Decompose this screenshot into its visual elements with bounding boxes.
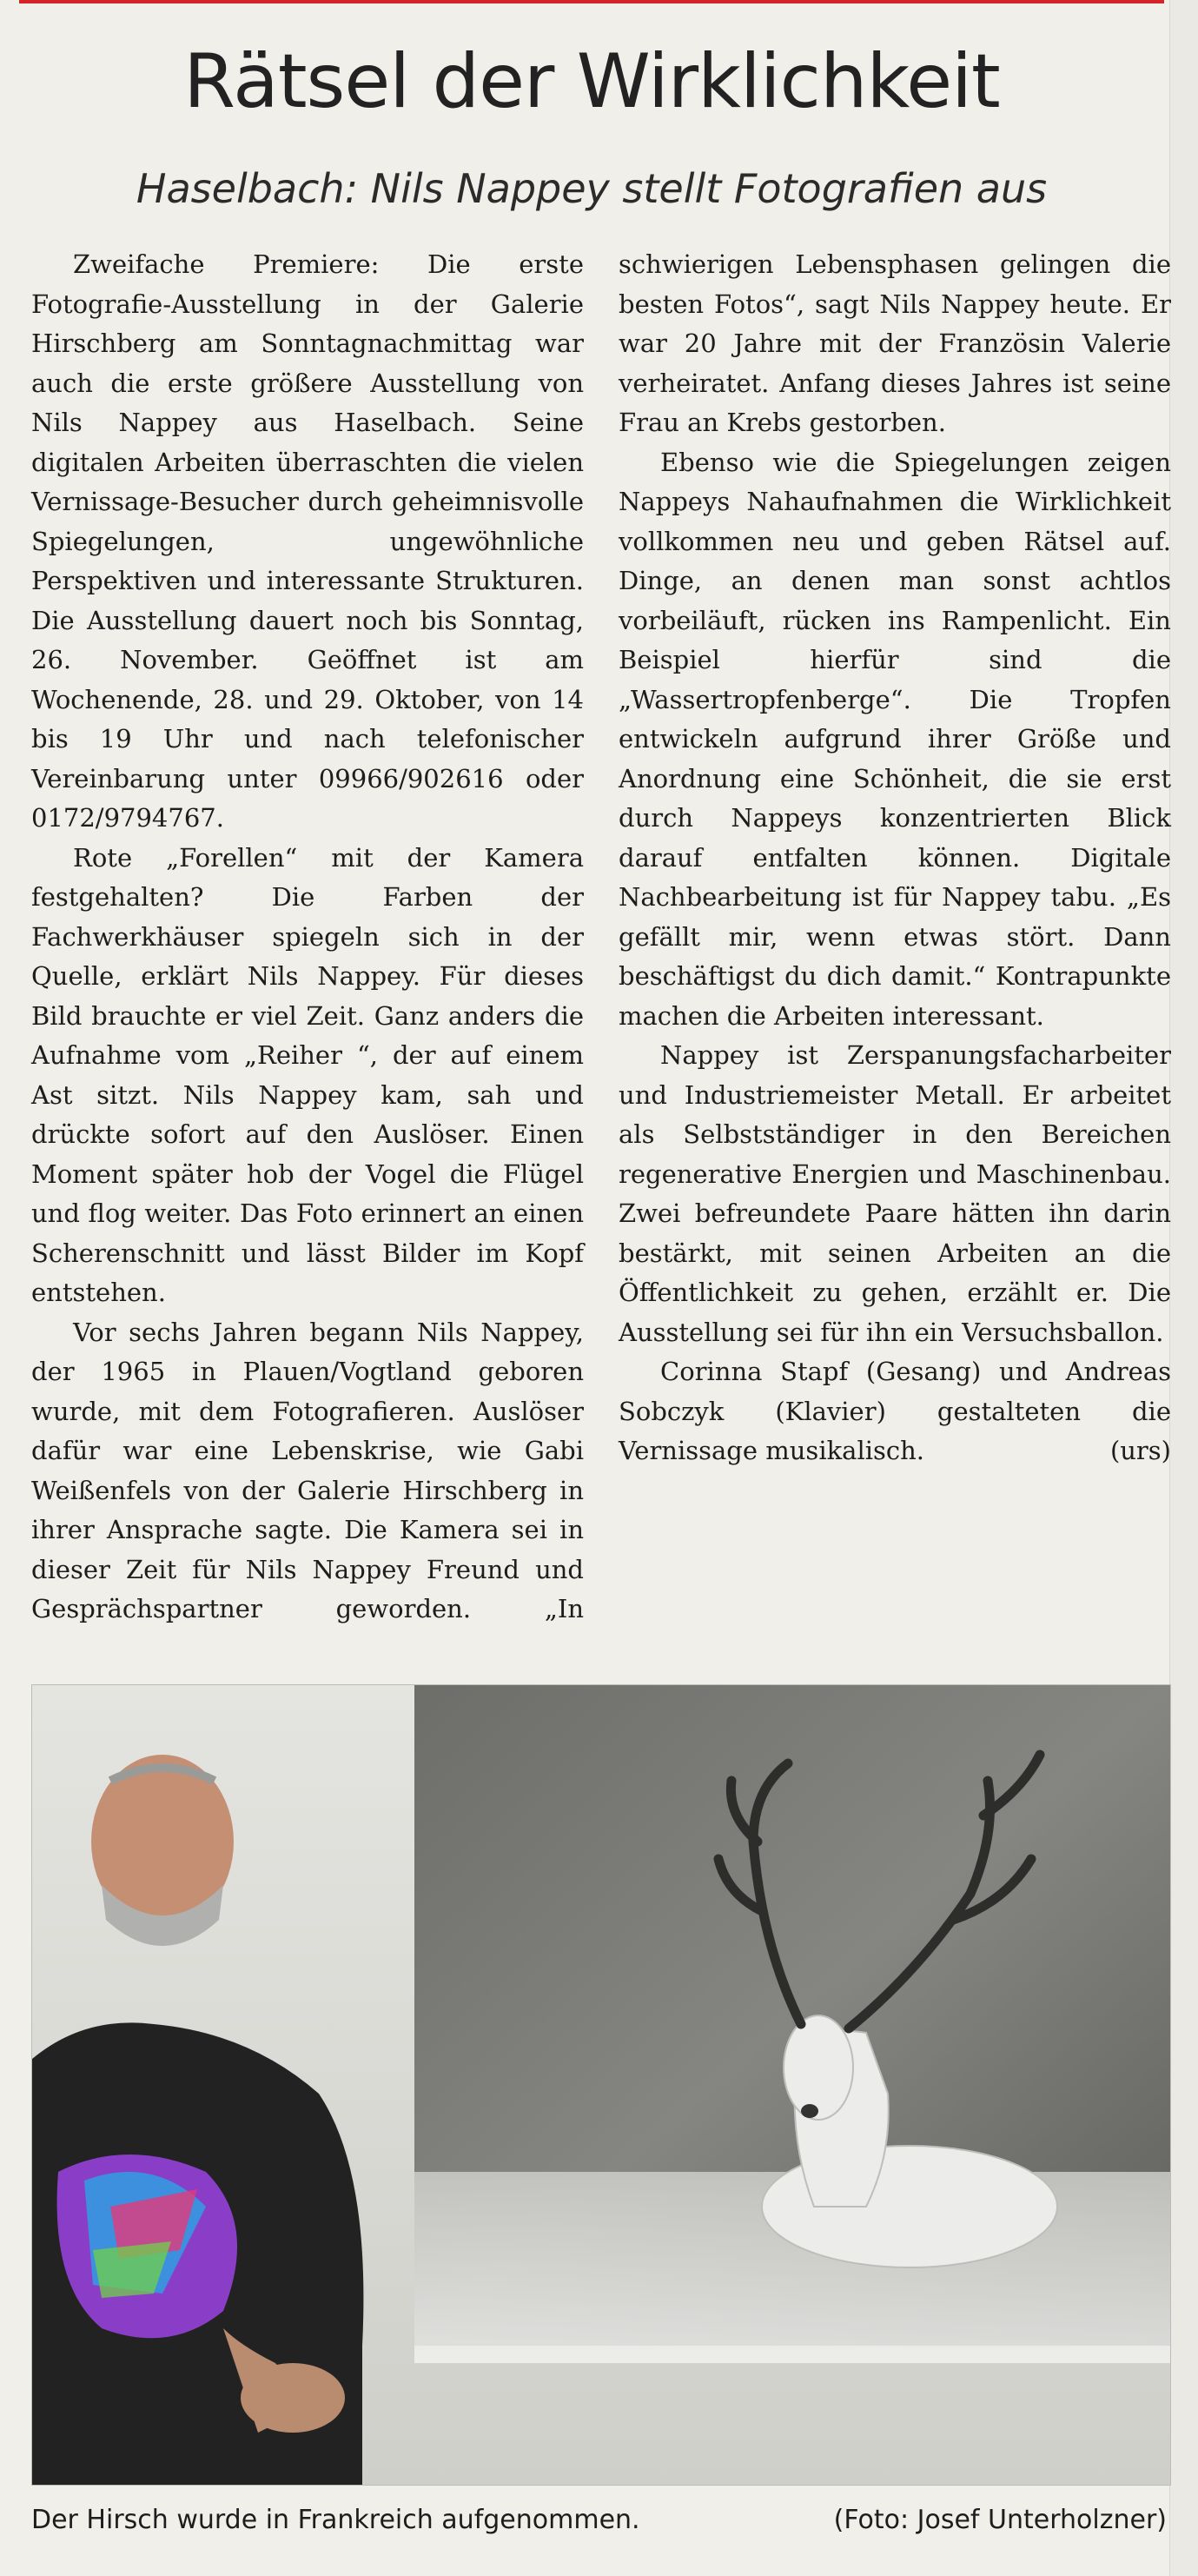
article-photo bbox=[31, 1684, 1171, 2486]
headline: Rätsel der Wirklichkeit bbox=[183, 38, 1000, 125]
framed-deer-print bbox=[414, 1685, 1170, 2363]
paragraph-3: Vor sechs Jahren begann Nils Nappey, der 1965 in Plauen/Vogtland geboren wurde, mit dem Fotografieren. Auslöser dafür war eine Lebenskrise, wie Gabi Weißenfels von der Galerie Hirschberg in ihrer Ansprache sagte. Die Kamera sei in dieser Zeit für Nils Nappey Freund und Gesprächspartner geworden. „In schwierigen Lebensphasen gelingen die besten Fotos“, sagt Nils Nappey heute. Er war 20 Jahre mit der Französin Valerie verheiratet. Anfang dieses Jahres ist seine Frau an Krebs gestorben. bbox=[31, 249, 1171, 1623]
photo-illustration bbox=[32, 1685, 1170, 2485]
paragraph-6-text: Corinna Stapf (Gesang) und Andreas Sobczyk (Klavier) gestalteten die Vernissage musikalisch. bbox=[619, 1357, 1171, 1465]
paragraph-2: Rote „Forellen“ mit der Kamera festgehalten? Die Farben der Fachwerkhäuser spiegeln sich in der Quelle, erklärt Nils Nappey. Für dieses Bild brauchte er viel Zeit. Ganz anders die Aufnahme vom „Reiher “, der auf einem Ast sitzt. Nils Nappey kam, sah und drückte sofort auf den Auslöser. Einen Moment später hob der Vogel die Flügel und flog weiter. Das Foto erinnert an einen Scherenschnitt und lässt Bilder im Kopf entstehen. bbox=[31, 842, 584, 1307]
top-red-rule bbox=[19, 0, 1164, 3]
photo-credit: (Foto: Josef Unterholzner) bbox=[833, 2505, 1167, 2535]
paragraph-5: Nappey ist Zerspanungsfacharbeiter und Industriemeister Metall. Er arbeitet als Selbstständiger in den Bereichen regenerative Energien und Maschinenbau. Zwei befreundete Paare hätten ihn darin bestärkt, mit seinen Arbeiten an die Öffentlichkeit zu gehen, erzählt er. Die Ausstellung sei für ihn ein Versuchsballon. bbox=[619, 1040, 1171, 1347]
adjacent-article-strip bbox=[1169, 0, 1198, 2576]
subheadline: Haselbach: Nils Nappey stellt Fotografien aus bbox=[136, 165, 1048, 212]
paragraph-4: Ebenso wie die Spiegelungen zeigen Nappeys Nahaufnahmen die Wirklichkeit vollkommen neu und geben Rätsel auf. Dinge, an denen man sonst achtlos vorbeiläuft, rücken ins Rampenlicht. Ein Beispiel hierfür sind die „Wassertropfenberge“. Die Tropfen entwickeln aufgrund ihrer Größe und Anordnung eine Schönheit, die sie erst durch Nappeys konzentrierten Blick darauf entfalten können. Digitale Nachbearbeitung ist für Nappey tabu. „Es gefällt mir, wenn etwas stört. Dann beschäftigst du dich damit.“ Kontrapunkte machen die Arbeiten interessant. bbox=[619, 447, 1171, 1031]
article-body bbox=[31, 245, 1171, 1653]
photo-caption: Der Hirsch wurde in Frankreich aufgenommen. bbox=[31, 2505, 640, 2535]
paragraph-1: Zweifache Premiere: Die erste Fotografie-Ausstellung in der Galerie Hirschberg am Sonntagnachmittag war auch die erste größere Ausstellung von Nils Nappey aus Haselbach. Seine digitalen Arbeiten überraschten die vielen Vernissage-Besucher durch geheimnisvolle Spiegelungen, ungewöhnliche Perspektiven und interessante Strukturen. Die Ausstellung dauert noch bis Sonntag, 26. November. Geöffnet ist am Wochenende, 28. und 29. Oktober, von 14 bis 19 Uhr und nach telefonischer Vereinbarung unter 09966/902616 oder 0172/9794767. bbox=[31, 249, 584, 833]
paragraph-6 bbox=[619, 1352, 1171, 1471]
byline: (urs) bbox=[1109, 1436, 1171, 1465]
